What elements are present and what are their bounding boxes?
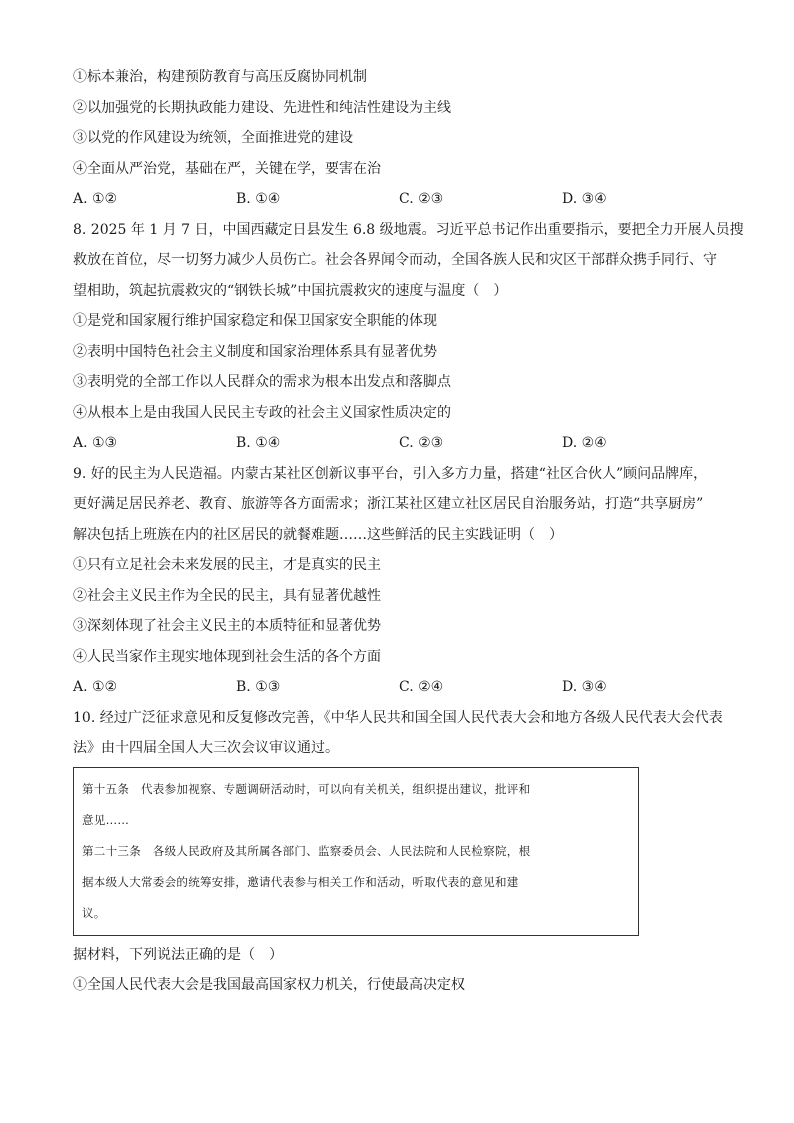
- q9-stem-line-2: 更好满足居民养老、教育、旅游等各方面需求；浙江某社区建立社区居民自治服务站，打造“共享厨房”: [73, 496, 704, 512]
- q7-item-3: ③以党的作风建设为统领，全面推进党的建设: [73, 130, 353, 146]
- q8-stem-line-1: 8. 2025 年 1 月 7 日，中国西藏定日县发生 6.8 级地震。习近平总书记作出重要指示，要把全力开展人员搜: [73, 221, 744, 238]
- q8-item-4: ④从根本上是由我国人民民主专政的社会主义国家性质决定的: [73, 404, 451, 421]
- law-excerpt-line-1: 第十五条 代表参加视察、专题调研活动时，可以向有关机关，组织提出建议，批评和: [82, 781, 531, 796]
- q7-block: [73, 62, 733, 215]
- law-excerpt-line-3: 第二十三条 各级人民政府及其所属各部门、监察委员会、人民法院和人民检察院，根: [82, 843, 531, 858]
- q9-option-c[interactable]: C. ②④: [399, 679, 444, 695]
- q7-item-2: ②以加强党的长期执政能力建设、先进性和纯洁性建设为主线: [73, 99, 451, 116]
- q8-option-b[interactable]: B. ①④: [236, 435, 281, 451]
- q7-option-a[interactable]: A. ①②: [73, 191, 118, 207]
- q8-item-1: ①是党和国家履行维护国家稳定和保卫国家安全职能的体现: [73, 313, 437, 329]
- q8-option-d[interactable]: D. ②④: [562, 435, 607, 451]
- q7-option-b[interactable]: B. ①④: [236, 191, 281, 207]
- q10-prompt: 据材料，下列说法正确的是（ ）: [73, 946, 283, 963]
- q9-item-3: ③深刻体现了社会主义民主的本质特征和显著优势: [73, 618, 381, 634]
- q7-option-c[interactable]: C. ②③: [399, 191, 444, 207]
- law-excerpt-line-5: 议。: [82, 905, 106, 920]
- law-excerpt-box: [73, 767, 639, 936]
- q9-stem-line-1: 9. 好的民主为人民造福。内蒙古某社区创新议事平台，引入多方力量，搭建“社区合伙人”顾问品牌库，: [73, 465, 708, 482]
- q9-item-1: ①只有立足社会未来发展的民主，才是真实的民主: [73, 557, 381, 573]
- q9-item-2: ②社会主义民主作为全民的民主，具有显著优越性: [73, 587, 381, 604]
- q8-item-2: ②表明中国特色社会主义制度和国家治理体系具有显著优势: [73, 343, 437, 360]
- q10-item-1: ①全国人民代表大会是我国最高国家权力机关，行使最高决定权: [73, 977, 465, 993]
- law-excerpt-line-2: 意见……: [82, 812, 130, 827]
- q7-item-1: ①标本兼治，构建预防教育与高压反腐协同机制: [73, 69, 367, 85]
- q9-option-b[interactable]: B. ①③: [236, 679, 281, 695]
- q8-option-c[interactable]: C. ②③: [399, 435, 444, 451]
- q8-option-a[interactable]: A. ①③: [73, 435, 118, 451]
- q7-item-4: ④全面从严治党，基础在严，关键在学，要害在治: [73, 160, 381, 177]
- q9-stem-line-3: 解决包括上班族在内的社区居民的就餐难题……这些鲜活的民主实践证明（ ）: [73, 526, 563, 543]
- q10-block: [73, 703, 733, 1001]
- q8-options: [73, 428, 733, 459]
- q7-option-d[interactable]: D. ③④: [562, 191, 607, 207]
- q9-block: [73, 459, 733, 703]
- exam-page: [73, 62, 744, 1001]
- law-excerpt-line-4: 据本级人大常委会的统筹安排，邀请代表参与相关工作和活动，听取代表的意见和建: [82, 874, 519, 889]
- q10-stem-line-2: 法》由十四届全国人大三次会议审议通过。: [73, 740, 339, 756]
- q9-item-4: ④人民当家作主现实地体现到社会生活的各个方面: [73, 648, 381, 665]
- q9-options: [73, 672, 733, 703]
- q8-item-3: ③表明党的全部工作以人民群众的需求为根本出发点和落脚点: [73, 374, 451, 390]
- q9-option-a[interactable]: A. ①②: [73, 679, 118, 695]
- q8-stem-line-2: 救放在首位，尽一切努力减少人员伤亡。社会各界闻令而动，全国各族人民和灾区干部群众携手同行、守: [73, 252, 717, 268]
- q8-block: [73, 215, 744, 459]
- q9-option-d[interactable]: D. ③④: [562, 679, 607, 695]
- q8-stem-line-3: 望相助，筑起抗震救灾的“钢铁长城”中国抗震救灾的速度与温度（ ）: [73, 282, 508, 299]
- q7-options: [73, 184, 733, 215]
- q10-stem-line-1: 10. 经过广泛征求意见和反复修改完善，《中华人民共和国全国人民代表大会和地方各级人民代表大会代表: [73, 709, 723, 726]
